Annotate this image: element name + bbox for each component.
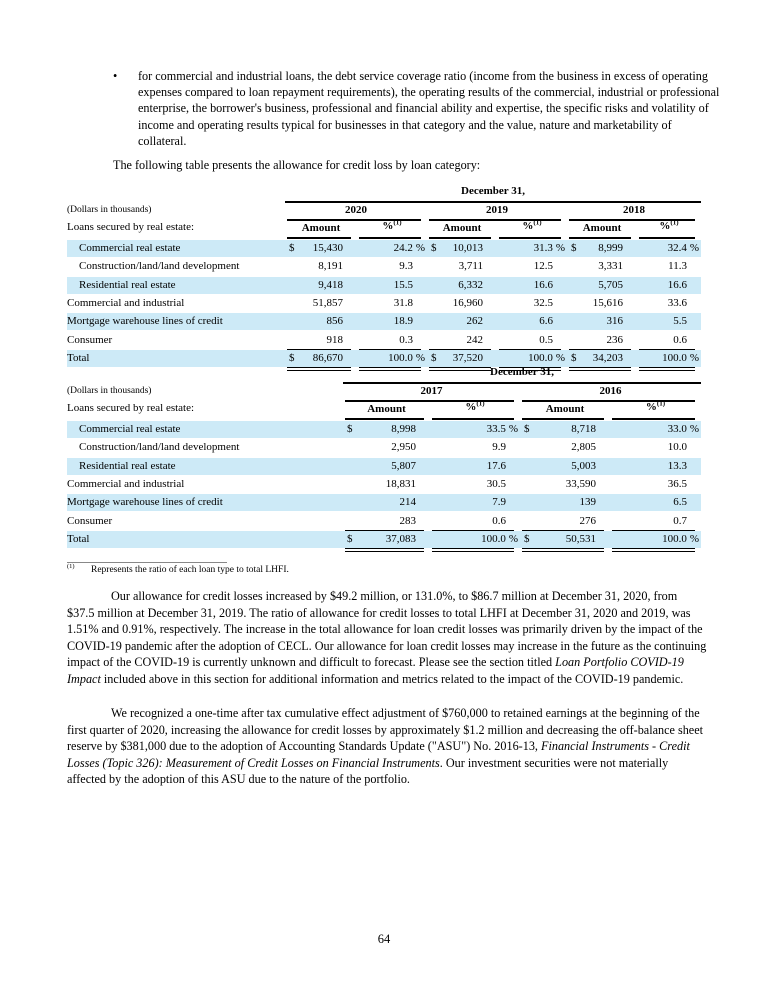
amount-header: Amount	[582, 222, 622, 234]
amount-value: 10,013	[452, 242, 483, 254]
units-label: (Dollars in thousands)	[67, 205, 152, 215]
amount-value: 316	[606, 315, 623, 328]
percent-header	[637, 220, 701, 232]
paragraph2-text-after: . Our investment securities were not materially affected by the adoption of this ASU due to the nature of the portfolio.	[67, 755, 669, 787]
subtotal-rule	[569, 349, 631, 350]
percent-number: 24.2	[393, 242, 413, 254]
percent-value	[487, 458, 506, 475]
paragraph-cecl-adoption	[67, 705, 707, 788]
percent-number: 33.5	[486, 423, 506, 435]
footnote-text: Represents the ratio of each loan type to total LHFI.	[91, 565, 289, 575]
year-header-2017: 2017	[420, 385, 443, 397]
percent-number: 15.5	[393, 278, 413, 291]
row-label: Construction/land/land development	[79, 260, 240, 273]
percent-value	[534, 240, 565, 257]
amount-value: 242	[466, 333, 483, 346]
amount-value: 16,960	[452, 296, 483, 309]
percent-value	[673, 313, 687, 330]
dollar-sign: $	[289, 242, 295, 254]
row-label: Mortgage warehouse lines of credit	[67, 496, 223, 509]
subtotal-rule	[522, 530, 604, 531]
row-label: Commercial and industrial	[67, 477, 185, 490]
year-header-2019: 2019	[486, 204, 508, 216]
percent-value	[487, 476, 506, 493]
table-row	[67, 494, 701, 511]
amount-value: 6,332	[458, 278, 483, 291]
dollar-sign: $	[571, 242, 577, 254]
percent-number: 0.3	[399, 333, 413, 346]
row-label: Consumer	[67, 514, 113, 527]
table-row	[67, 295, 701, 312]
dollar-sign: $	[431, 242, 437, 254]
footnote-ref: (1)	[533, 218, 542, 227]
units-label: (Dollars in thousands)	[67, 386, 152, 396]
percent-value	[492, 513, 506, 530]
table-row	[67, 476, 701, 493]
percent-number: 100.0	[388, 351, 413, 364]
amount-value: 283	[399, 514, 416, 527]
percent-symbol: %	[382, 220, 394, 232]
total-double-rule	[612, 548, 695, 552]
row-label: Consumer	[67, 333, 113, 346]
percent-value	[673, 513, 687, 530]
percent-header	[430, 401, 520, 413]
percent-rule	[499, 237, 561, 239]
percent-sign: %	[689, 351, 699, 364]
amount-value: 34,203	[592, 351, 623, 364]
paragraph-allowance-increase	[67, 588, 707, 688]
period-header: December 31,	[461, 185, 525, 197]
percent-value	[662, 531, 699, 548]
total-double-rule	[345, 548, 424, 552]
percent-symbol: %	[659, 220, 671, 232]
dollar-sign: $	[431, 351, 437, 364]
amount-value: 276	[579, 514, 596, 527]
percent-number: 6.6	[539, 315, 553, 328]
percent-sign: %	[555, 242, 565, 254]
page-number: 64	[377, 932, 391, 946]
dollar-sign: $	[571, 351, 577, 364]
percent-value	[394, 277, 413, 294]
percent-number: 16.6	[667, 278, 687, 291]
amount-header: Amount	[442, 222, 482, 234]
amount-value: 2,805	[571, 441, 596, 454]
subtotal-rule	[432, 530, 514, 531]
table-row	[67, 258, 701, 275]
amount-value: 5,705	[598, 278, 623, 291]
percent-number: 33.6	[667, 296, 687, 309]
percent-number: 36.5	[667, 477, 687, 490]
percent-value	[492, 494, 506, 511]
percent-value	[662, 350, 699, 367]
table-row	[67, 458, 701, 475]
table-row	[67, 421, 701, 438]
amount-value: 139	[579, 496, 596, 509]
row-label: Total	[67, 351, 90, 364]
percent-value	[394, 240, 425, 257]
table-row	[67, 439, 701, 456]
table-row	[67, 240, 701, 257]
percent-header	[497, 220, 567, 232]
percent-number: 30.5	[486, 477, 506, 490]
percent-rule	[612, 418, 695, 420]
percent-value	[673, 332, 687, 349]
amount-rule	[522, 418, 604, 420]
amount-value: 5,807	[391, 459, 416, 472]
percent-value	[668, 421, 699, 438]
amount-value: 37,083	[385, 532, 416, 545]
row-label: Mortgage warehouse lines of credit	[67, 315, 223, 328]
subtotal-rule	[359, 349, 421, 350]
bullet-text: for commercial and industrial loans, the debt service coverage ratio (income from the business in excess of operating expenses compared to loan repayment requirements), the operating results of the commercial, industrial or professional enterprise, the borrower's business, professional and financial ability and expertise, the specific risks and volatility of income and operating results typical for businesses in that category and the value, nature and marketability of collateral.	[138, 69, 720, 148]
percent-header	[610, 401, 701, 413]
year-header-2018: 2018	[623, 204, 645, 216]
percent-value	[668, 439, 687, 456]
amount-header: Amount	[545, 403, 585, 415]
percent-number: 100.0	[662, 351, 687, 364]
percent-number: 100.0	[662, 532, 687, 545]
percent-number: 17.6	[486, 459, 506, 472]
amount-value: 236	[606, 333, 623, 346]
row-label: Construction/land/land development	[79, 441, 240, 454]
amount-value: 2,950	[391, 441, 416, 454]
percent-symbol: %	[522, 220, 534, 232]
percent-sign: %	[689, 423, 699, 435]
table-row	[67, 513, 701, 530]
amount-value: 33,590	[565, 477, 596, 490]
row-label: Commercial real estate	[79, 242, 181, 254]
section-label: Loans secured by real estate:	[67, 221, 195, 233]
total-double-rule	[522, 548, 604, 552]
percent-value	[528, 350, 565, 367]
percent-number: 31.8	[393, 296, 413, 309]
percent-number: 7.9	[492, 496, 506, 509]
percent-sign: %	[689, 532, 699, 545]
amount-value: 8,718	[571, 423, 596, 435]
amount-value: 8,998	[391, 423, 416, 435]
amount-rule	[345, 418, 424, 420]
footnote-divider	[67, 562, 227, 563]
amount-rule	[287, 237, 351, 239]
percent-number: 0.6	[492, 514, 506, 527]
percent-value	[668, 240, 699, 257]
percent-value	[668, 476, 687, 493]
percent-number: 9.9	[492, 441, 506, 454]
percent-sign: %	[415, 242, 425, 254]
amount-value: 50,531	[565, 532, 596, 545]
percent-number: 13.3	[667, 459, 687, 472]
footnote-ref: (1)	[476, 399, 485, 408]
amount-value: 18,831	[385, 477, 416, 490]
percent-sign: %	[508, 532, 518, 545]
header-rule	[285, 201, 701, 203]
subtotal-rule	[639, 349, 695, 350]
percent-value	[481, 531, 518, 548]
amount-rule	[429, 237, 491, 239]
percent-number: 18.9	[393, 315, 413, 328]
footnote-ref: (1)	[670, 218, 679, 227]
footnote-ref: (1)	[393, 218, 402, 227]
subtotal-rule	[345, 530, 424, 531]
footnote-mark: (1)	[67, 563, 75, 570]
percent-symbol: %	[645, 401, 657, 413]
dollar-sign: $	[347, 532, 353, 545]
percent-value	[673, 494, 687, 511]
percent-value	[668, 277, 687, 294]
percent-number: 0.7	[673, 514, 687, 527]
table-row	[67, 332, 701, 349]
amount-value: 51,857	[312, 296, 343, 309]
percent-value	[399, 332, 413, 349]
percent-number: 10.0	[667, 441, 687, 454]
period-header: December 31,	[490, 366, 554, 378]
amount-header: Amount	[367, 403, 406, 415]
percent-sign: %	[555, 351, 565, 364]
percent-value	[668, 258, 687, 275]
percent-value	[487, 421, 518, 438]
subtotal-rule	[499, 349, 561, 350]
amount-value: 214	[399, 496, 416, 509]
footnote-ref: (1)	[656, 399, 666, 408]
percent-number: 100.0	[528, 351, 553, 364]
percent-rule	[359, 237, 421, 239]
amount-value: 9,418	[318, 278, 343, 291]
section-reference-link-text: Loan Portfolio COVID-19 Impact	[67, 655, 684, 686]
dollar-sign: $	[524, 423, 530, 435]
amount-value: 3,331	[598, 260, 623, 273]
percent-number: 0.6	[673, 333, 687, 346]
percent-rule	[639, 237, 695, 239]
total-double-rule	[432, 548, 514, 552]
row-label: Residential real estate	[79, 459, 176, 472]
subtotal-rule	[287, 349, 351, 350]
percent-number: 32.5	[533, 296, 553, 309]
row-label: Commercial and industrial	[67, 296, 185, 309]
asu-title: Financial Instruments - Credit Losses (Topic 326): Measurement of Credit Losses on Financial Instruments	[67, 739, 690, 770]
amount-value: 856	[326, 315, 343, 328]
percent-number: 31.3	[533, 242, 553, 254]
amount-value: 86,670	[312, 351, 343, 364]
percent-number: 16.6	[533, 278, 553, 291]
year-header-2016: 2016	[599, 385, 622, 397]
table-row	[67, 531, 701, 548]
percent-value	[539, 313, 553, 330]
percent-value	[394, 295, 413, 312]
dollar-sign: $	[289, 351, 295, 364]
table-row	[67, 350, 701, 367]
dollar-sign: $	[524, 532, 530, 545]
amount-value: 15,616	[592, 296, 623, 309]
amount-value: 37,520	[452, 351, 483, 364]
percent-value	[534, 295, 553, 312]
table-intro: The following table presents the allowance for credit loss by loan category:	[113, 158, 481, 172]
amount-value: 262	[466, 315, 483, 328]
row-label: Total	[67, 532, 90, 545]
percent-value	[492, 439, 506, 456]
header-rule	[343, 382, 701, 384]
bullet-symbol: •	[113, 69, 118, 83]
percent-value	[539, 332, 553, 349]
table-row	[67, 277, 701, 294]
percent-number: 9.3	[399, 260, 413, 273]
amount-value: 3,711	[458, 260, 483, 273]
percent-symbol: %	[465, 401, 477, 413]
subtotal-rule	[429, 349, 491, 350]
percent-sign: %	[689, 242, 699, 254]
row-label: Residential real estate	[79, 278, 176, 291]
paragraph2-text: We recognized a one-time after tax cumulative effect adjustment of $760,000 to retained earnings at the beginning of the first quarter of 2020, increasing the allowance for credit losses by approximately $1.2 million and decreasing the off-balance sheet reserve by $381,000 due to the adoption of Accounting Standards Update ("ASU") No. 2016-13,	[67, 706, 704, 754]
row-label: Commercial real estate	[79, 423, 181, 435]
amount-value: 5,003	[571, 459, 596, 472]
percent-number: 12.5	[533, 260, 553, 273]
amount-rule	[569, 237, 631, 239]
percent-number: 11.3	[668, 260, 687, 273]
percent-number: 100.0	[481, 532, 506, 545]
percent-value	[394, 313, 413, 330]
amount-value: 8,191	[318, 260, 343, 273]
year-header-2020: 2020	[345, 204, 367, 216]
amount-value: 15,430	[312, 242, 343, 254]
percent-sign: %	[508, 423, 518, 435]
percent-value	[668, 295, 687, 312]
percent-value	[668, 458, 687, 475]
percent-value	[388, 350, 425, 367]
section-label: Loans secured by real estate:	[67, 402, 195, 414]
percent-value	[534, 277, 553, 294]
percent-number: 32.4	[667, 242, 687, 254]
subtotal-rule	[612, 530, 695, 531]
percent-header	[357, 220, 427, 232]
amount-value: 918	[326, 333, 343, 346]
percent-number: 0.5	[539, 333, 553, 346]
percent-number: 33.0	[667, 423, 687, 435]
percent-value	[399, 258, 413, 275]
percent-rule	[432, 418, 514, 420]
dollar-sign: $	[347, 423, 353, 435]
paragraph1-text-after: included above in this section for additional information and metrics related to the impact of the COVID-19 pandemic.	[100, 671, 684, 686]
percent-sign: %	[415, 351, 425, 364]
percent-number: 5.5	[673, 315, 687, 328]
percent-number: 6.5	[673, 496, 687, 509]
total-double-rule	[287, 367, 351, 371]
paragraph1-text: Our allowance for credit losses increased by $49.2 million, or 131.0%, to $86.7 million at December 31, 2020, from $37.5 million at December 31, 2019. The ratio of allowance for credit losses to total LHFI at December 31, 2020 and 2019, was 1.51% and 0.91%, respectively. The increase in the total allowance for loan credit losses was primarily driven by the impact of the COVID-19 pandemic after the adoption of CECL. Our allowance for loan credit losses may increase in the future as the continuing impact of the COVID-19 is currently unknown and difficult to forecast. Please see the section titled	[67, 589, 707, 670]
table-row	[67, 313, 701, 330]
percent-value	[534, 258, 553, 275]
amount-value: 8,999	[598, 242, 623, 254]
amount-header: Amount	[301, 222, 341, 234]
